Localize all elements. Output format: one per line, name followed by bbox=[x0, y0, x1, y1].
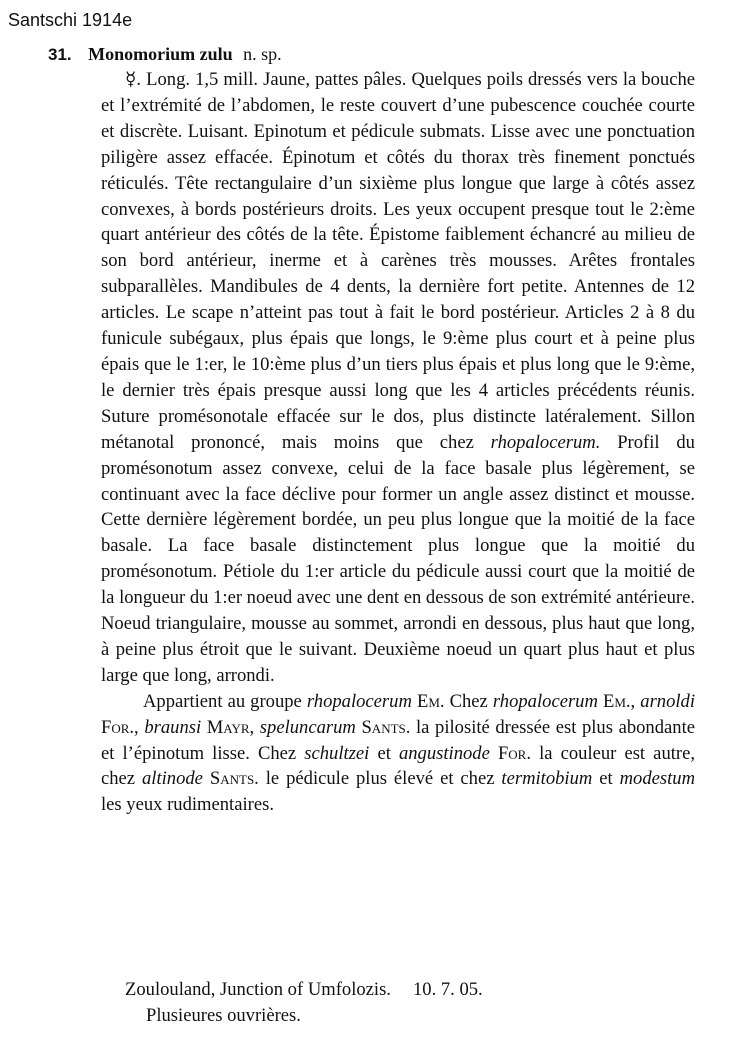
locality-place: Zoulouland, Junction of Umfolozis. bbox=[125, 979, 391, 1000]
entry-number: 31. bbox=[48, 45, 72, 64]
species-term: angustinode bbox=[398, 742, 490, 764]
comparison-text: la couleur est autre, chez bbox=[101, 742, 695, 790]
species-name: Monomorium zulu bbox=[88, 44, 233, 64]
species-term: termitobium bbox=[501, 768, 593, 790]
comparison-text: la pilosité dressée est plus abondante et l’épinotum lisse. Chez bbox=[101, 716, 695, 764]
author-abbrev: Sants. bbox=[209, 768, 259, 790]
worker-symbol: ☿. bbox=[125, 69, 142, 90]
locality-line bbox=[125, 977, 483, 1003]
comparison-text: le pédicule plus élevé et chez bbox=[265, 768, 495, 790]
species-term: schultzei bbox=[304, 742, 370, 764]
comparison-text: les yeux rudimentaires. bbox=[101, 794, 274, 816]
collection-date: 10. 7. 05. bbox=[412, 979, 483, 1000]
species-heading bbox=[48, 44, 282, 65]
species-term: braunsi bbox=[144, 716, 202, 738]
comparison-text: Chez bbox=[449, 690, 488, 712]
species-term: arnoldi bbox=[640, 690, 696, 712]
species-term: rhopalocerum bbox=[306, 690, 412, 712]
comparison-text: et bbox=[377, 742, 391, 764]
author-abbrev: For. bbox=[497, 742, 532, 764]
species-term: speluncarum bbox=[259, 716, 356, 738]
author-abbrev: Em. bbox=[416, 690, 445, 712]
description-body bbox=[101, 67, 695, 818]
description-paragraph bbox=[101, 67, 695, 689]
comparison-text: Appartient au groupe bbox=[143, 690, 302, 712]
material-line: Plusieures ouvrières. bbox=[146, 1005, 301, 1026]
author-abbrev: Em., bbox=[602, 690, 636, 712]
author-abbrev: Mayr, bbox=[206, 716, 255, 738]
species-term: rhopalocerum bbox=[492, 690, 598, 712]
description-text-continued: Profil du promésonotum assez convexe, celui de la face basale plus légèrement, se continuant avec la face déclive pour former un angle assez distinct et mousse. Cette dernière légèrement bordée, un peu plus longue que la moitié de la face basale. La face basale distinctement plus longue que la moitié du promésonotum. Pétiole du 1:er article du pédicule aussi court que la moitié de la longueur du 1:er noeud avec une dent en dessous de son extrémité antérieure. Noeud triangulaire, mousse au sommet, arrondi en dessous, plus haut que long, à peine plus étroit que le suivant. Deuxième noeud un quart plus haut et plus large que long, arrondi. bbox=[101, 431, 695, 686]
description-text: Long. 1,5 mill. Jaune, pattes pâles. Quelques poils dressés vers la bouche et l’extrémité de l’abdomen, le reste couvert d’une pubescence couchée courte et discrète. Luisant. Epinotum et pédicule submats. Lisse avec une ponctuation piligère assez effacée. Épinotum et côtés du thorax très finement ponctués réticulés. Tête rectangulaire d’un sixième plus longue que large à côtés assez convexes, à bords postérieurs droits. Les yeux occupent presque tout le 2:ème quart antérieur des côtés de la tête. Épistome faiblement échancré au milieu de son bord antérieur, inerme et à carènes très mousses. Arêtes frontales subparallèles. Mandibules de 4 dents, la dernière fort petite. Antennes de 12 articles. Le scape n’atteint pas tout à fait le bord postérieur. Articles 2 à 8 du funicule subégaux, plus épais que longs, le 9:ème plus court et à peine plus épais que le 1:er, le 10:ème plus d’un tiers plus épais et plus long que le 9:ème, le dernier très épais presque aussi long que les 4 articles précédents réunis. Suture promésonotale effacée sur le dos, plus distincte latéralement. Sillon métanotal prononcé, mais moins que chez bbox=[101, 69, 695, 453]
author-abbrev: For., bbox=[101, 716, 139, 738]
species-term: altinode bbox=[142, 768, 203, 790]
source-citation: Santschi 1914e bbox=[8, 10, 133, 30]
comparison-text: et bbox=[599, 768, 613, 790]
species-status: n. sp. bbox=[243, 44, 282, 64]
comparison-paragraph bbox=[101, 689, 695, 819]
species-term: modestum bbox=[619, 768, 696, 790]
author-abbrev: Sants. bbox=[361, 716, 411, 738]
species-term: rhopalocerum. bbox=[490, 431, 601, 453]
